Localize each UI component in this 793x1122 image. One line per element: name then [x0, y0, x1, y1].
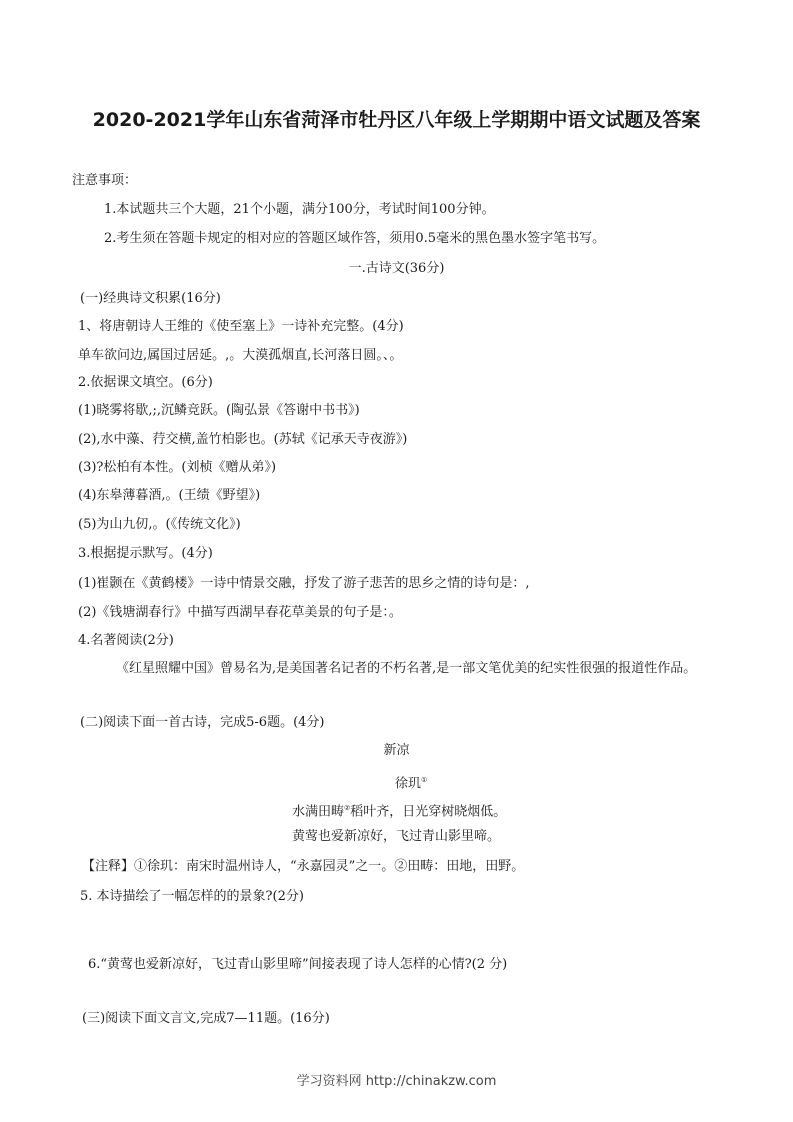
part3-heading: (三)阅读下面文言文,完成7—11题。(16分)	[82, 1011, 330, 1026]
poem-line-1: 水满田畴②稻叶齐，日光穿树晓烟低。	[292, 804, 507, 820]
section1-heading: 一.古诗文(36分)	[348, 261, 445, 276]
part1-heading: (一)经典诗文积累(16分)	[80, 291, 221, 306]
poem-author: 徐玑①	[395, 776, 428, 792]
question-6: 6.“黄莺也爱新凉好，飞过青山影里啼”间接表现了诗人怎样的心情?(2 分)	[88, 957, 508, 972]
question-2: 2.依据课文填空。(6分)	[78, 375, 213, 390]
question-3-item-1: (1)崔颢在《黄鹤楼》一诗中情景交融，抒发了游子悲苦的思乡之情的诗句是：,	[78, 576, 530, 591]
question-4-text: 《红星照耀中国》曾易名为,是美国著名记者的不朽名著,是一部文笔优美的纪实性很强的报道性作品。	[116, 661, 697, 676]
question-2-item-1: (1)晓雾将歇,;,沉鳞竞跃。(陶弘景《答谢中书书》)	[78, 403, 360, 418]
poem-annotation: 【注释】①徐玑：南宋时温州诗人，“永嘉园灵”之一。②田畴：田地，田野。	[82, 859, 525, 874]
question-4: 4.名著阅读(2分)	[78, 633, 174, 648]
question-2-item-5: (5)为山九仞,。(《传统文化》)	[78, 517, 241, 532]
question-3: 3.根据提示默写。(4分)	[78, 546, 213, 561]
poem-line-2: 黄莺也爱新凉好，飞过青山影里啼。	[292, 829, 501, 844]
question-1-text: 单车欲问边,属国过居延。,。大漠孤烟直,长河落日圆。、。	[78, 348, 403, 363]
question-1: 1、将唐朝诗人王维的《使至塞上》一诗补充完整。(4分)	[78, 319, 404, 334]
document-title: 2020-2021学年山东省菏泽市牡丹区八年级上学期期中语文试题及答案	[92, 109, 701, 131]
notice-item-2: 2.考生须在答题卡规定的相对应的答题区域作答，须用0.5毫米的黑色墨水签字笔书写。	[104, 231, 606, 246]
question-2-item-3: (3)?松柏有本性。(刘桢《赠从弟》)	[78, 460, 277, 475]
question-2-item-2: (2),水中藻、荇交横,盖竹柏影也。(苏轼《记承天寺夜游》)	[78, 432, 408, 447]
notice-item-1: 1.本试题共三个大题，21个小题，满分100分，考试时间100分钟。	[104, 202, 495, 217]
question-5: 5. 本诗描绘了一幅怎样的的景象?(2分)	[80, 889, 304, 904]
footnote-mark: ①	[421, 776, 428, 784]
notice-heading: 注意事项：	[72, 173, 138, 188]
part2-heading: (二)阅读下面一首古诗，完成5-6题。(4分)	[80, 715, 325, 730]
poem-title: 新凉	[383, 743, 410, 758]
question-3-item-2: (2)《钱塘湖春行》中描写西湖早春花草美景的句子是：。	[78, 605, 402, 620]
footer-watermark: 学习资料网 http://chinakzw.com	[296, 1074, 497, 1089]
question-2-item-4: (4)东皋薄暮酒,。(王绩《野望》)	[78, 488, 261, 503]
footnote-mark: ②	[344, 804, 351, 812]
